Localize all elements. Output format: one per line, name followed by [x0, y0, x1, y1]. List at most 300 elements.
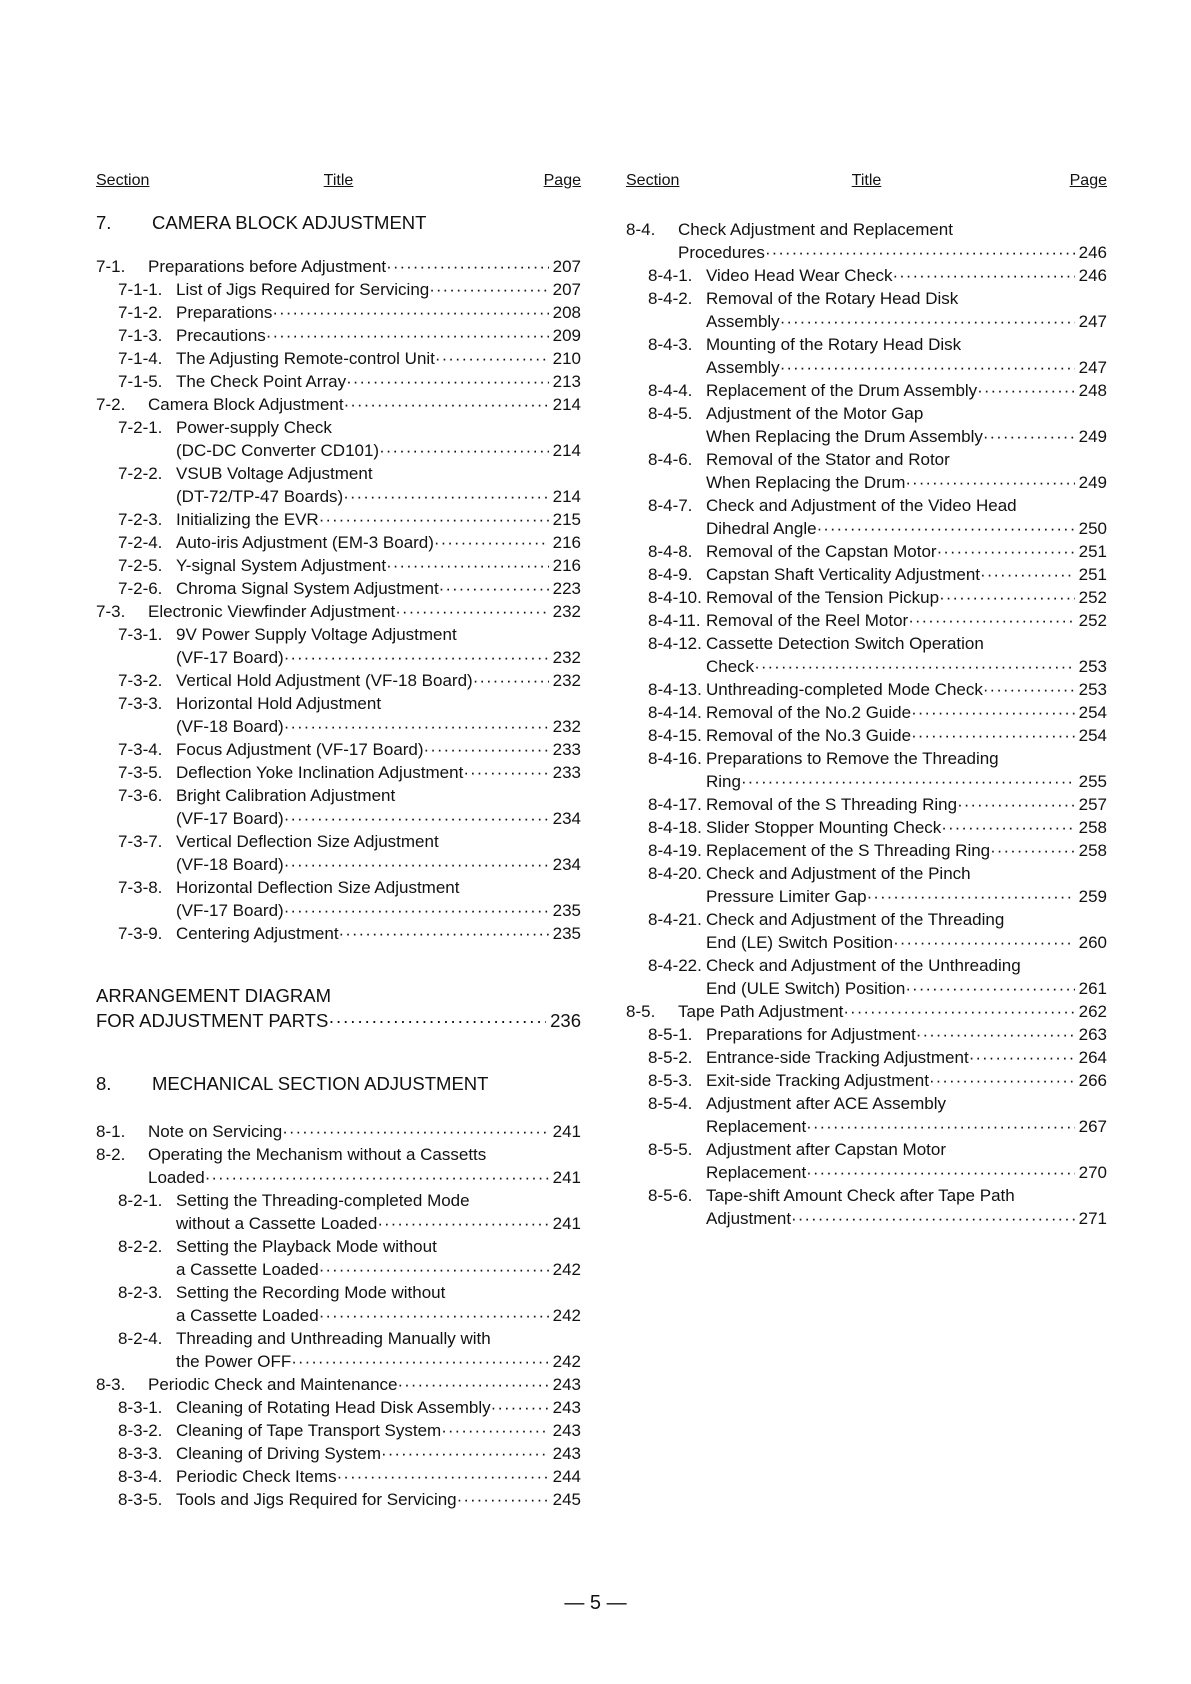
- leader-dots: [284, 646, 549, 669]
- entry-title: Assembly: [706, 312, 780, 331]
- toc-entry[interactable]: [626, 816, 1107, 839]
- entry-number: 8-4-1.: [648, 266, 693, 285]
- toc-entry[interactable]: [96, 1143, 581, 1166]
- leader-dots: [780, 356, 1075, 379]
- entry-number: 8-4-19.: [648, 841, 702, 860]
- toc-entry[interactable]: [96, 508, 581, 531]
- toc-entry[interactable]: [96, 1350, 581, 1373]
- entry-title: Replacement: [706, 1163, 807, 1182]
- toc-entry[interactable]: [626, 1023, 1107, 1046]
- entry-number: 8-3-1.: [118, 1398, 163, 1417]
- entry-page: 216: [552, 556, 581, 575]
- entry-title: Cassette Detection Switch Operation: [706, 634, 984, 653]
- toc-entry[interactable]: [96, 531, 581, 554]
- entry-title: 9V Power Supply Voltage Adjustment: [176, 625, 457, 644]
- entry-page: 252: [1078, 611, 1107, 630]
- entry-number: 7-1-2.: [118, 303, 163, 322]
- entry-page: 223: [552, 579, 581, 598]
- toc-entry[interactable]: [96, 1120, 581, 1143]
- entry-page: 257: [1078, 795, 1107, 814]
- entry-title: Check and Adjustment of the Unthreading: [706, 956, 1021, 975]
- leader-dots: [905, 471, 1074, 494]
- entry-title: When Replacing the Drum Assembly: [706, 427, 983, 446]
- toc-entry[interactable]: [626, 1115, 1107, 1138]
- toc-entry[interactable]: [626, 632, 1107, 655]
- entry-title: Procedures: [678, 243, 765, 262]
- entry-title: Chroma Signal System Adjustment: [176, 579, 439, 598]
- leader-dots: [284, 899, 549, 922]
- toc-entry[interactable]: [96, 600, 581, 623]
- entry-page: 254: [1078, 726, 1107, 745]
- entry-number: 7-1.: [96, 257, 126, 276]
- entry-title: Adjustment after ACE Assembly: [706, 1094, 946, 1113]
- entry-page: 251: [1078, 542, 1107, 561]
- entry-page: 249: [1078, 427, 1107, 446]
- toc-entry[interactable]: [626, 1000, 1107, 1023]
- leader-dots: [867, 885, 1075, 908]
- toc-entry[interactable]: [96, 1212, 581, 1235]
- entry-title: Check Adjustment and Replacement: [678, 220, 953, 239]
- toc-entry[interactable]: [96, 738, 581, 761]
- entry-number: 7-3-4.: [118, 740, 163, 759]
- entry-title: Tape Path Adjustment: [678, 1002, 844, 1021]
- entry-page: 253: [1078, 657, 1107, 676]
- entry-number: 8-4-12.: [648, 634, 702, 653]
- toc-entry[interactable]: [96, 416, 581, 439]
- leader-dots: [429, 278, 548, 301]
- entry-number: 7-2-5.: [118, 556, 163, 575]
- entry-title: End (ULE Switch) Position: [706, 979, 906, 998]
- toc-entry[interactable]: [96, 1327, 581, 1350]
- entry-title: Cleaning of Tape Transport System: [176, 1421, 442, 1440]
- entry-title: Removal of the Rotary Head Disk: [706, 289, 959, 308]
- page-number: — 5 —: [564, 1592, 627, 1614]
- toc-entry[interactable]: [626, 448, 1107, 471]
- entry-page: 243: [552, 1398, 581, 1417]
- leader-dots: [441, 1419, 548, 1442]
- toc-list-right: [626, 218, 1107, 1230]
- entry-number: 8-4-5.: [648, 404, 693, 423]
- toc-entry[interactable]: [96, 1488, 581, 1511]
- leader-dots: [386, 554, 549, 577]
- entry-number: 8-4-17.: [648, 795, 702, 814]
- leader-dots: [957, 793, 1075, 816]
- entry-title: Removal of the Reel Motor: [706, 611, 909, 630]
- header-title-label: Title: [851, 172, 882, 189]
- entry-title: Preparations: [176, 303, 273, 322]
- entry-title: Setting the Playback Mode without: [176, 1237, 437, 1256]
- toc-entry[interactable]: [96, 922, 581, 945]
- leader-dots: [941, 816, 1074, 839]
- entry-number: 8-4-15.: [648, 726, 702, 745]
- entry-page: 213: [552, 372, 581, 391]
- leader-dots: [457, 1488, 549, 1511]
- leader-dots: [905, 977, 1074, 1000]
- entry-page: 207: [552, 280, 581, 299]
- entry-page: 258: [1078, 841, 1107, 860]
- leader-dots: [343, 485, 548, 508]
- entry-page: 210: [552, 349, 581, 368]
- entry-page: 255: [1078, 772, 1107, 791]
- toc-entry[interactable]: [626, 839, 1107, 862]
- leader-dots: [911, 701, 1075, 724]
- toc-entry[interactable]: [626, 333, 1107, 356]
- entry-number: 8-4-4.: [648, 381, 693, 400]
- toc-entry[interactable]: [626, 1046, 1107, 1069]
- toc-entry[interactable]: [96, 393, 581, 416]
- leader-dots: [381, 1442, 549, 1465]
- entry-title: Loaded: [148, 1168, 205, 1187]
- entry-number: 7-1-1.: [118, 280, 163, 299]
- entry-number: 8-5-1.: [648, 1025, 693, 1044]
- leader-dots: [319, 508, 549, 531]
- entry-title: Replacement of the Drum Assembly: [706, 381, 978, 400]
- entry-page: 245: [552, 1490, 581, 1509]
- toc-entry[interactable]: [96, 1304, 581, 1327]
- entry-number: 7-1-3.: [118, 326, 163, 345]
- header-title-label: Title: [323, 172, 354, 189]
- entry-title: Capstan Shaft Verticality Adjustment: [706, 565, 981, 584]
- toc-entry[interactable]: [626, 609, 1107, 632]
- toc-entry[interactable]: [626, 494, 1107, 517]
- entry-page: 232: [552, 717, 581, 736]
- entry-title: Check and Adjustment of the Pinch: [706, 864, 971, 883]
- entry-number: 7-3.: [96, 602, 126, 621]
- toc-entry[interactable]: [96, 324, 581, 347]
- leader-dots: [754, 655, 1074, 678]
- entry-page: 250: [1078, 519, 1107, 538]
- entry-page: 232: [552, 671, 581, 690]
- entry-title: Vertical Hold Adjustment (VF-18 Board): [176, 671, 473, 690]
- entry-title: End (LE) Switch Position: [706, 933, 894, 952]
- toc-entry[interactable]: [96, 646, 581, 669]
- toc-entry[interactable]: [96, 830, 581, 853]
- entry-page: 233: [552, 740, 581, 759]
- entry-number: 7-3-5.: [118, 763, 163, 782]
- toc-entry[interactable]: [626, 471, 1107, 494]
- entry-number: 8-3-3.: [118, 1444, 163, 1463]
- entry-title: Camera Block Adjustment: [148, 395, 344, 414]
- toc-entry[interactable]: [96, 462, 581, 485]
- entry-number: 8-4-10.: [648, 588, 702, 607]
- toc-entry[interactable]: [626, 770, 1107, 793]
- toc-entry[interactable]: [96, 1235, 581, 1258]
- toc-entry[interactable]: [96, 807, 581, 830]
- entry-page: 243: [552, 1375, 581, 1394]
- toc-entry[interactable]: [626, 862, 1107, 885]
- entry-page: 266: [1078, 1071, 1107, 1090]
- entry-page: 242: [552, 1352, 581, 1371]
- entry-page: 263: [1078, 1025, 1107, 1044]
- leader-dots: [892, 264, 1074, 287]
- entry-number: 7-3-1.: [118, 625, 163, 644]
- entry-page: 246: [1078, 243, 1107, 262]
- entry-number: 8-4-9.: [648, 565, 693, 584]
- entry-page: 216: [552, 533, 581, 552]
- toc-entry[interactable]: [626, 1138, 1107, 1161]
- entry-number: 7-3-8.: [118, 878, 163, 897]
- entry-number: 7-2-3.: [118, 510, 163, 529]
- entry-page: 214: [552, 441, 581, 460]
- toc-entry[interactable]: [96, 1396, 581, 1419]
- toc-entry[interactable]: [96, 623, 581, 646]
- entry-page: 235: [552, 901, 581, 920]
- entry-number: 7-3-9.: [118, 924, 163, 943]
- entry-number: 8-4-21.: [648, 910, 702, 929]
- leader-dots: [434, 531, 549, 554]
- toc-entry[interactable]: [626, 563, 1107, 586]
- toc-entry[interactable]: [626, 678, 1107, 701]
- entry-title: Preparations before Adjustment: [148, 257, 387, 276]
- toc-entry[interactable]: [96, 1465, 581, 1488]
- entry-title: Entrance-side Tracking Adjustment: [706, 1048, 969, 1067]
- entry-page: 234: [552, 855, 581, 874]
- leader-dots: [937, 540, 1075, 563]
- entry-number: 8-2-3.: [118, 1283, 163, 1302]
- toc-entry[interactable]: [96, 784, 581, 807]
- toc-entry[interactable]: [96, 692, 581, 715]
- entry-title: Electronic Viewfinder Adjustment: [148, 602, 396, 621]
- toc-entry[interactable]: [96, 1419, 581, 1442]
- toc-entry[interactable]: [626, 310, 1107, 333]
- entry-title: Adjustment of the Motor Gap: [706, 404, 924, 423]
- entry-title: Periodic Check Items: [176, 1467, 337, 1486]
- toc-entry[interactable]: [96, 899, 581, 922]
- entry-title: Unthreading-completed Mode Check: [706, 680, 983, 699]
- entry-page: 208: [552, 303, 581, 322]
- entry-page: 254: [1078, 703, 1107, 722]
- toc-entry[interactable]: [626, 747, 1107, 770]
- leader-dots: [339, 922, 549, 945]
- leader-dots: [284, 853, 549, 876]
- entry-page: 207: [552, 257, 581, 276]
- leader-dots: [741, 770, 1075, 793]
- leader-dots: [282, 1120, 548, 1143]
- toc-entry[interactable]: [96, 255, 581, 278]
- leader-dots: [266, 324, 549, 347]
- toc-entry[interactable]: [626, 517, 1107, 540]
- entry-title: Preparations for Adjustment: [706, 1025, 916, 1044]
- entry-number: 8-4.: [626, 220, 656, 239]
- entry-number: 8-5-5.: [648, 1140, 693, 1159]
- toc-entry[interactable]: [626, 1069, 1107, 1092]
- leader-dots: [473, 669, 549, 692]
- toc-entry[interactable]: [626, 977, 1107, 1000]
- entry-page: 270: [1078, 1163, 1107, 1182]
- leader-dots: [916, 1023, 1075, 1046]
- toc-entry[interactable]: [96, 1373, 581, 1396]
- leader-dots: [977, 379, 1074, 402]
- toc-entry[interactable]: [626, 908, 1107, 931]
- toc-entry[interactable]: [96, 439, 581, 462]
- entry-number: 8-5.: [626, 1002, 656, 1021]
- leader-dots: [765, 241, 1075, 264]
- toc-entry[interactable]: [96, 485, 581, 508]
- toc-entry[interactable]: [96, 669, 581, 692]
- toc-entry[interactable]: [626, 793, 1107, 816]
- chapter-title: MECHANICAL SECTION ADJUSTMENT: [152, 1073, 489, 1094]
- leader-dots: [379, 439, 549, 462]
- entry-number: 8-5-2.: [648, 1048, 693, 1067]
- toc-entry[interactable]: [96, 1442, 581, 1465]
- entry-title: Ring: [706, 772, 741, 791]
- entry-title: Check: [706, 657, 755, 676]
- entry-title: (DC-DC Converter CD101): [176, 441, 380, 460]
- entry-page: 267: [1078, 1117, 1107, 1136]
- entry-page: 235: [552, 924, 581, 943]
- toc-entry[interactable]: [96, 761, 581, 784]
- entry-title: Auto-iris Adjustment (EM-3 Board): [176, 533, 434, 552]
- leader-dots: [344, 393, 549, 416]
- entry-page: 244: [552, 1467, 581, 1486]
- toc-entry[interactable]: [626, 1207, 1107, 1230]
- leader-dots: [983, 678, 1075, 701]
- toc-entry[interactable]: [96, 1189, 581, 1212]
- toc-entry[interactable]: [96, 853, 581, 876]
- entry-title: Pressure Limiter Gap: [706, 887, 867, 906]
- entry-page: 253: [1078, 680, 1107, 699]
- toc-entry[interactable]: [626, 931, 1107, 954]
- entry-page: 241: [552, 1122, 581, 1141]
- toc-entry[interactable]: [626, 586, 1107, 609]
- toc-entry[interactable]: [626, 425, 1107, 448]
- entry-title: Setting the Threading-completed Mode: [176, 1191, 470, 1210]
- entry-title: Exit-side Tracking Adjustment: [706, 1071, 929, 1090]
- leader-dots: [908, 609, 1074, 632]
- leader-dots: [346, 370, 549, 393]
- leader-dots: [319, 1304, 549, 1327]
- entry-title: Precautions: [176, 326, 266, 345]
- chapter-heading-8: [96, 1071, 581, 1096]
- entry-title: Tools and Jigs Required for Servicing: [176, 1490, 457, 1509]
- toc-entry[interactable]: [626, 701, 1107, 724]
- entry-page: 209: [552, 326, 581, 345]
- toc-entry[interactable]: [96, 554, 581, 577]
- entry-page: 249: [1078, 473, 1107, 492]
- leader-dots: [990, 839, 1074, 862]
- entry-number: 7-3-3.: [118, 694, 163, 713]
- leader-dots: [969, 1046, 1075, 1069]
- entry-title: (VF-18 Board): [176, 855, 284, 874]
- toc-entry[interactable]: [96, 347, 581, 370]
- entry-number: 7-2-4.: [118, 533, 163, 552]
- entry-number: 7-1-4.: [118, 349, 163, 368]
- entry-title: (VF-17 Board): [176, 648, 284, 667]
- entry-title: Removal of the Stator and Rotor: [706, 450, 950, 469]
- entry-page: 259: [1078, 887, 1107, 906]
- header-page-label: Page: [543, 172, 581, 189]
- entry-title: Setting the Recording Mode without: [176, 1283, 446, 1302]
- toc-entry[interactable]: [96, 370, 581, 393]
- entry-title: Cleaning of Driving System: [176, 1444, 382, 1463]
- toc-entry[interactable]: [96, 876, 581, 899]
- leader-dots: [929, 1069, 1075, 1092]
- leader-dots: [463, 761, 548, 784]
- chapter-heading-7: [96, 210, 581, 235]
- toc-entry[interactable]: [626, 954, 1107, 977]
- entry-page: 262: [1078, 1002, 1107, 1021]
- toc-list-chapter-8: [96, 1120, 581, 1511]
- toc-entry[interactable]: [96, 577, 581, 600]
- toc-entry-arrangement[interactable]: [96, 1008, 581, 1033]
- entry-title: a Cassette Loaded: [176, 1306, 319, 1325]
- entry-number: 8-4-13.: [648, 680, 702, 699]
- leader-dots: [791, 1207, 1075, 1230]
- entry-title: Removal of the Capstan Motor: [706, 542, 937, 561]
- entry-title: Check and Adjustment of the Threading: [706, 910, 1005, 929]
- leader-dots: [843, 1000, 1074, 1023]
- toc-entry[interactable]: [626, 1184, 1107, 1207]
- entry-number: 8-3.: [96, 1375, 126, 1394]
- toc-list-chapter-7: [96, 255, 581, 945]
- toc-entry[interactable]: [626, 1161, 1107, 1184]
- leader-dots: [395, 600, 548, 623]
- entry-title: The Check Point Array: [176, 372, 347, 391]
- entry-number: 8-5-6.: [648, 1186, 693, 1205]
- entry-page: 233: [552, 763, 581, 782]
- toc-entry[interactable]: [626, 356, 1107, 379]
- toc-entry[interactable]: [626, 379, 1107, 402]
- toc-entry[interactable]: [96, 715, 581, 738]
- leader-dots: [980, 563, 1075, 586]
- toc-entry[interactable]: [96, 1166, 581, 1189]
- entry-page: 236: [550, 1010, 581, 1031]
- entry-title: Centering Adjustment: [176, 924, 339, 943]
- toc-entry[interactable]: [96, 1281, 581, 1304]
- entry-title: Initializing the EVR: [176, 510, 319, 529]
- toc-entry[interactable]: [626, 655, 1107, 678]
- header-section-label: Section: [626, 172, 680, 189]
- entry-title: Note on Servicing: [148, 1122, 283, 1141]
- entry-number: 7-3-6.: [118, 786, 163, 805]
- toc-entry[interactable]: [626, 885, 1107, 908]
- chapter-title: CAMERA BLOCK ADJUSTMENT: [152, 212, 427, 233]
- entry-title: Tape-shift Amount Check after Tape Path: [706, 1186, 1015, 1205]
- chapter-number: 8.: [96, 1073, 112, 1094]
- toc-entry[interactable]: [626, 264, 1107, 287]
- entry-title: (VF-18 Board): [176, 717, 284, 736]
- entry-page: 248: [1078, 381, 1107, 400]
- entry-title: Removal of the No.2 Guide: [706, 703, 912, 722]
- leader-dots: [386, 255, 548, 278]
- leader-dots: [272, 301, 548, 324]
- entry-page: 252: [1078, 588, 1107, 607]
- entry-number: 8-3-4.: [118, 1467, 163, 1486]
- leader-dots: [806, 1161, 1074, 1184]
- entry-title: without a Cassette Loaded: [176, 1214, 378, 1233]
- toc-entry[interactable]: [96, 1258, 581, 1281]
- entry-page: 243: [552, 1444, 581, 1463]
- toc-entry[interactable]: [626, 218, 1107, 241]
- leader-dots: [424, 738, 549, 761]
- leader-dots: [284, 807, 549, 830]
- toc-entry[interactable]: [626, 287, 1107, 310]
- toc-entry[interactable]: [626, 402, 1107, 425]
- toc-entry[interactable]: [96, 278, 581, 301]
- entry-page: 215: [552, 510, 581, 529]
- entry-title: Deflection Yoke Inclination Adjustment: [176, 763, 464, 782]
- toc-entry[interactable]: [96, 301, 581, 324]
- toc-entry[interactable]: [626, 540, 1107, 563]
- leader-dots: [397, 1373, 548, 1396]
- entry-number: 8-4-7.: [648, 496, 693, 515]
- toc-entry[interactable]: [626, 724, 1107, 747]
- entry-page: 241: [552, 1168, 581, 1187]
- toc-entry[interactable]: [626, 1092, 1107, 1115]
- entry-title: Horizontal Deflection Size Adjustment: [176, 878, 460, 897]
- leader-dots: [893, 931, 1075, 954]
- toc-entry[interactable]: [626, 241, 1107, 264]
